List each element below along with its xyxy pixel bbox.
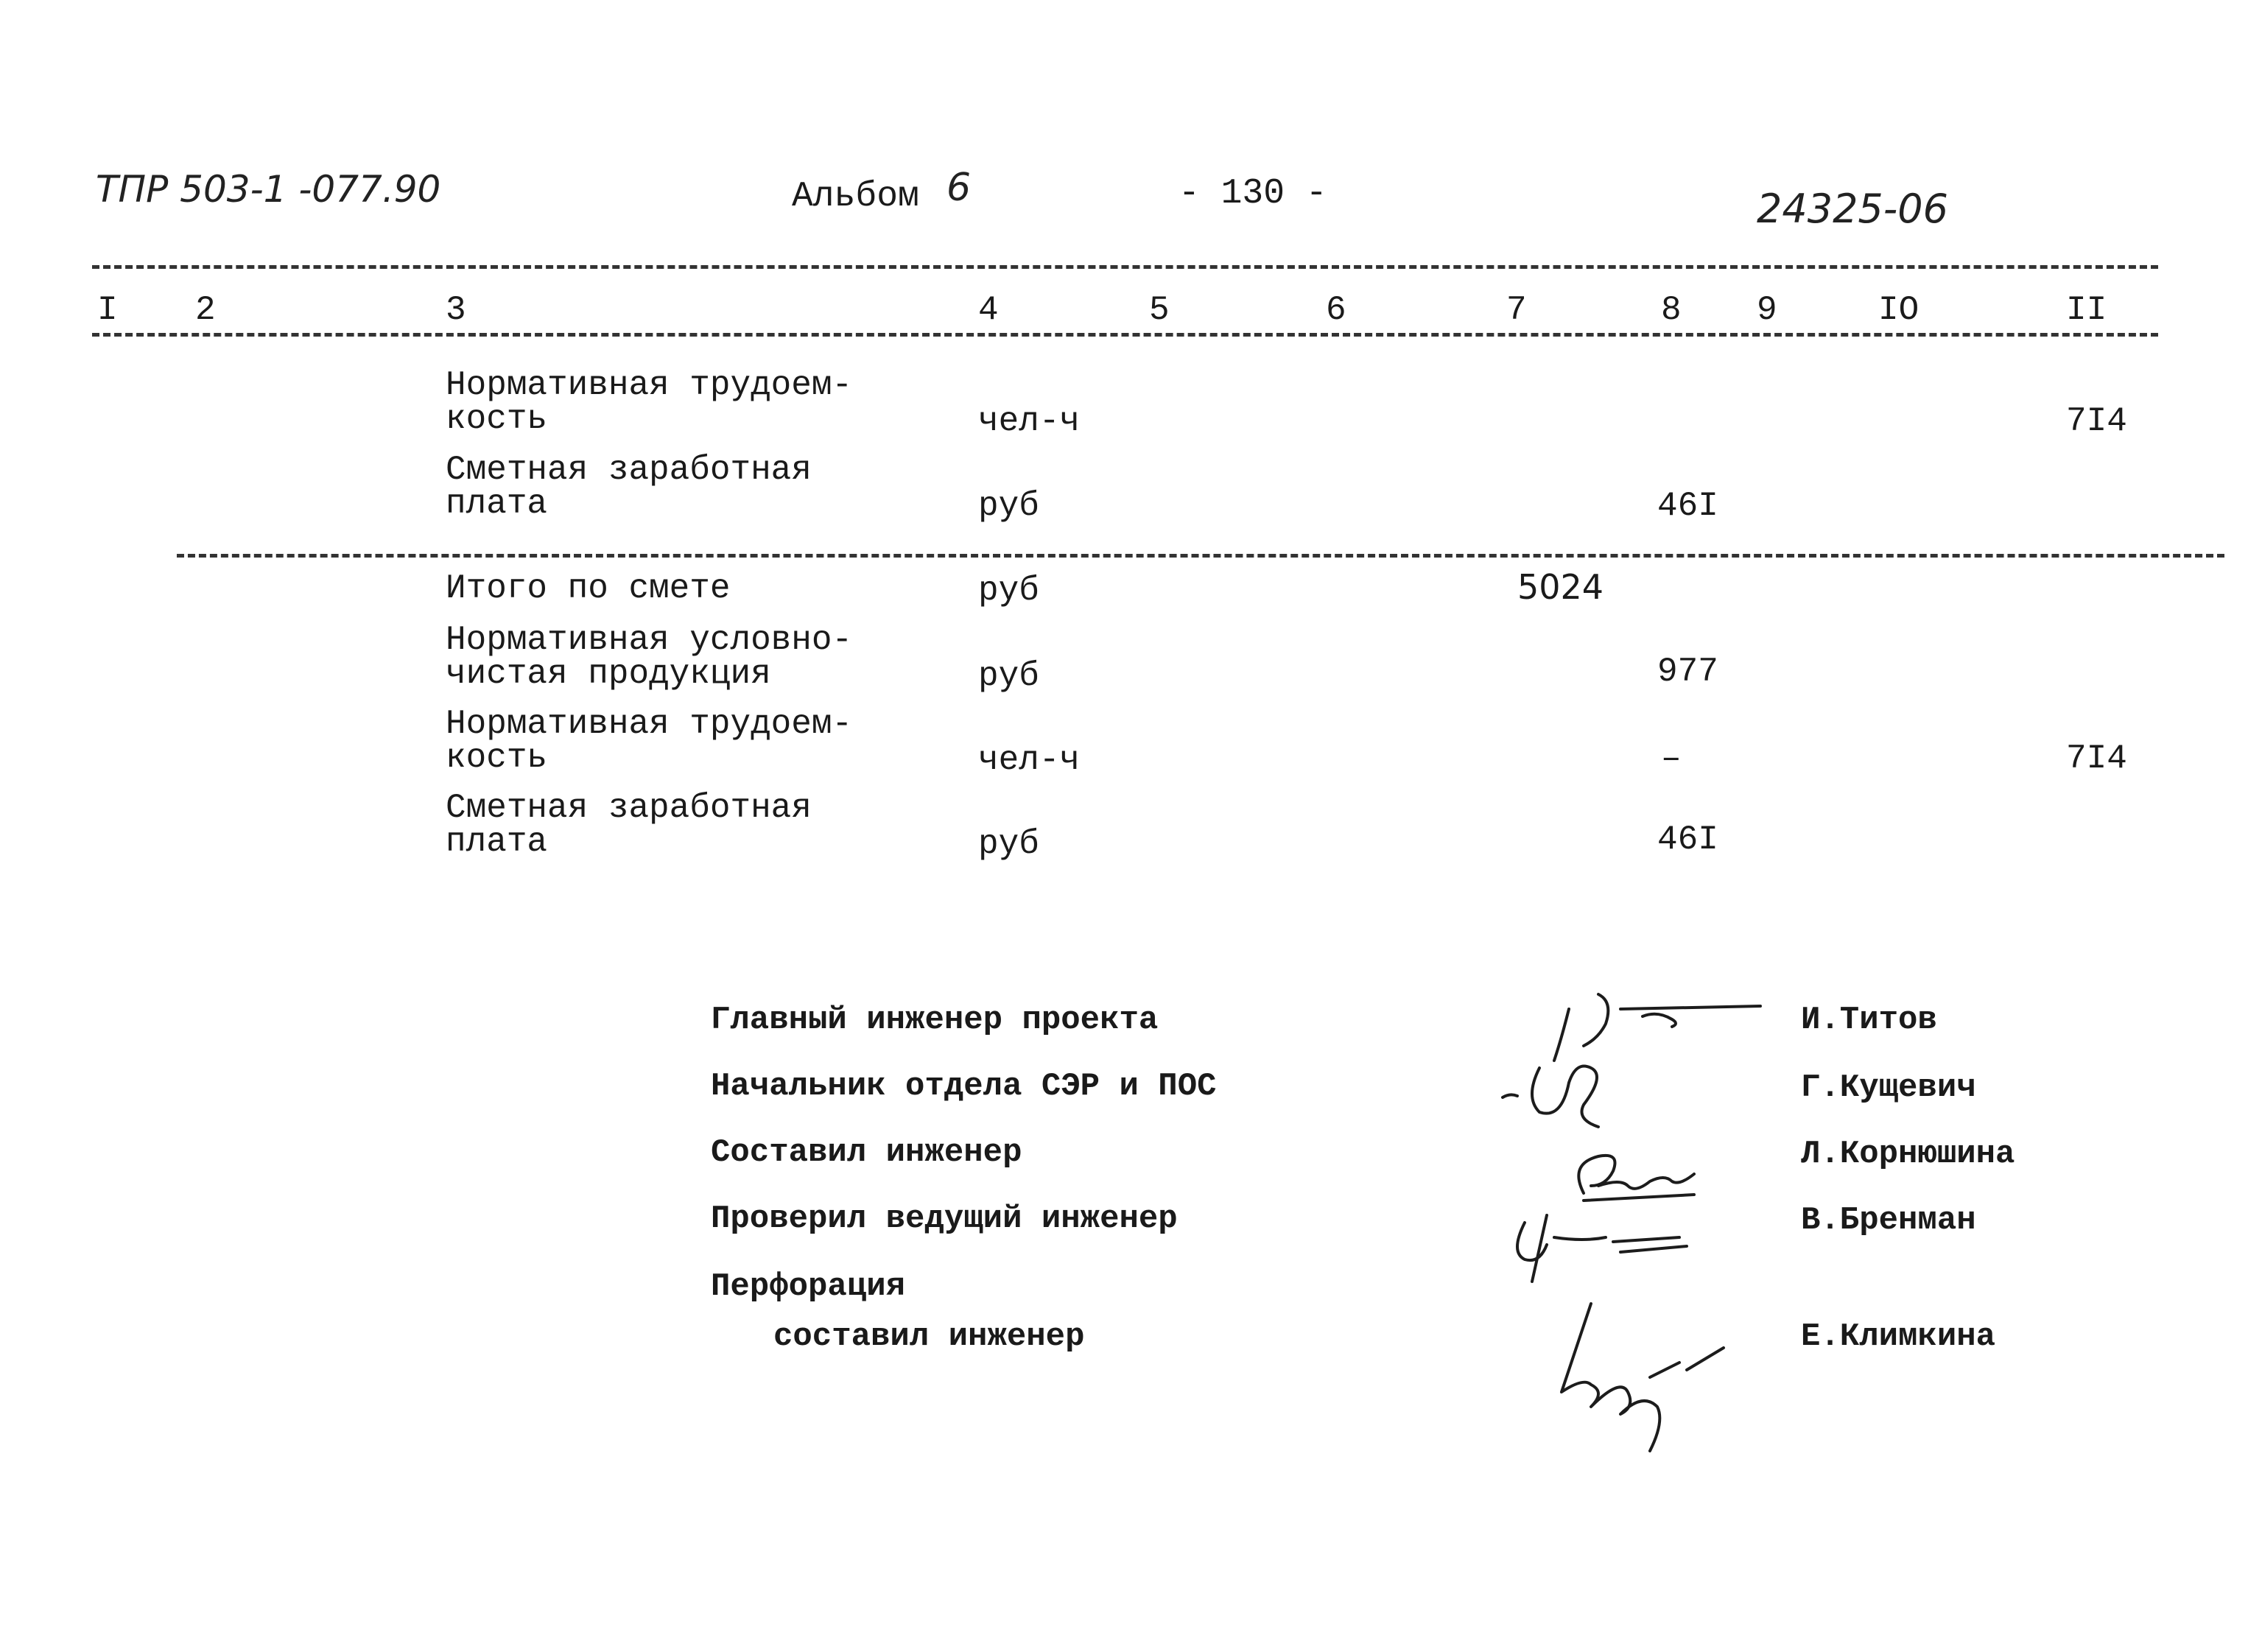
row-unit: чел-ч [978, 741, 1081, 779]
row-label-line1: Нормативная трудоем- [446, 366, 853, 404]
column-number: 3 [446, 291, 466, 329]
signature-name: Г.Кущевич [1801, 1069, 1976, 1106]
signature-role-continued: составил инженер [773, 1318, 1085, 1355]
row-label-line2: кость [446, 739, 548, 777]
row-label-line1: Нормативная условно- [446, 621, 853, 659]
column-number: II [2066, 291, 2107, 329]
column-number: I [97, 291, 118, 329]
signature-role: Проверил ведущий инженер [711, 1201, 1178, 1237]
handwritten-signature [1554, 1142, 1716, 1208]
album-label: Альбом [792, 177, 919, 217]
column-number: 9 [1757, 291, 1777, 329]
row-label-line2: кость [446, 400, 548, 438]
handwritten-signature [1473, 980, 1782, 1142]
signature-role: Главный инженер проекта [711, 1002, 1159, 1038]
album-number: 6 [946, 166, 972, 210]
row-value-col8: 46I [1657, 820, 1718, 859]
row-label-line1: Сметная заработная [446, 789, 812, 827]
section-separator-rule [177, 554, 2224, 558]
signature-name: И.Титов [1801, 1002, 1937, 1038]
row-label-line1: Итого по смете [446, 569, 731, 608]
signature-name: Л.Корнюшина [1801, 1136, 2015, 1173]
row-value-col8: 977 [1657, 653, 1718, 691]
row-value-col11: 7I4 [2066, 739, 2127, 778]
row-unit: руб [978, 825, 1039, 863]
row-label-line1: Сметная заработная [446, 451, 812, 489]
row-label-line2: чистая продукция [446, 655, 771, 693]
signature-role: Составил инженер [711, 1134, 1022, 1171]
row-unit: руб [978, 572, 1039, 610]
signature-name: В.Бренман [1801, 1202, 1976, 1239]
column-number: 5 [1149, 291, 1170, 329]
row-value-col11: 7I4 [2066, 402, 2127, 440]
row-unit: руб [978, 487, 1039, 525]
row-label-line2: плата [446, 485, 548, 523]
row-label-line1: Нормативная трудоем- [446, 705, 853, 743]
doc-code: ТПР 503-1 -077.90 [96, 168, 441, 211]
row-value-col8: 46I [1657, 487, 1718, 525]
signature-role: Перфорация [711, 1268, 906, 1305]
signature-name: Е.Климкина [1801, 1318, 1996, 1355]
header-bottom-rule [92, 333, 2158, 337]
row-unit: чел-ч [978, 402, 1081, 440]
column-number: 2 [195, 291, 216, 329]
row-value-col8: – [1661, 739, 1682, 778]
column-number: 8 [1661, 291, 1682, 329]
row-value-col7: 5024 [1517, 567, 1604, 607]
column-number: IO [1878, 291, 1919, 329]
row-label-line2: плата [446, 823, 548, 861]
header-top-rule [92, 265, 2158, 269]
column-number: 7 [1506, 291, 1527, 329]
handwritten-signature [1503, 1201, 1694, 1289]
row-unit: руб [978, 657, 1039, 695]
signature-role: Начальник отдела СЭР и ПОС [711, 1068, 1217, 1105]
archive-number: 24325-06 [1757, 186, 1948, 232]
handwritten-signature [1547, 1289, 1738, 1436]
column-number: 6 [1326, 291, 1346, 329]
column-number: 4 [978, 291, 999, 329]
page-number: - 130 - [1179, 174, 1327, 214]
